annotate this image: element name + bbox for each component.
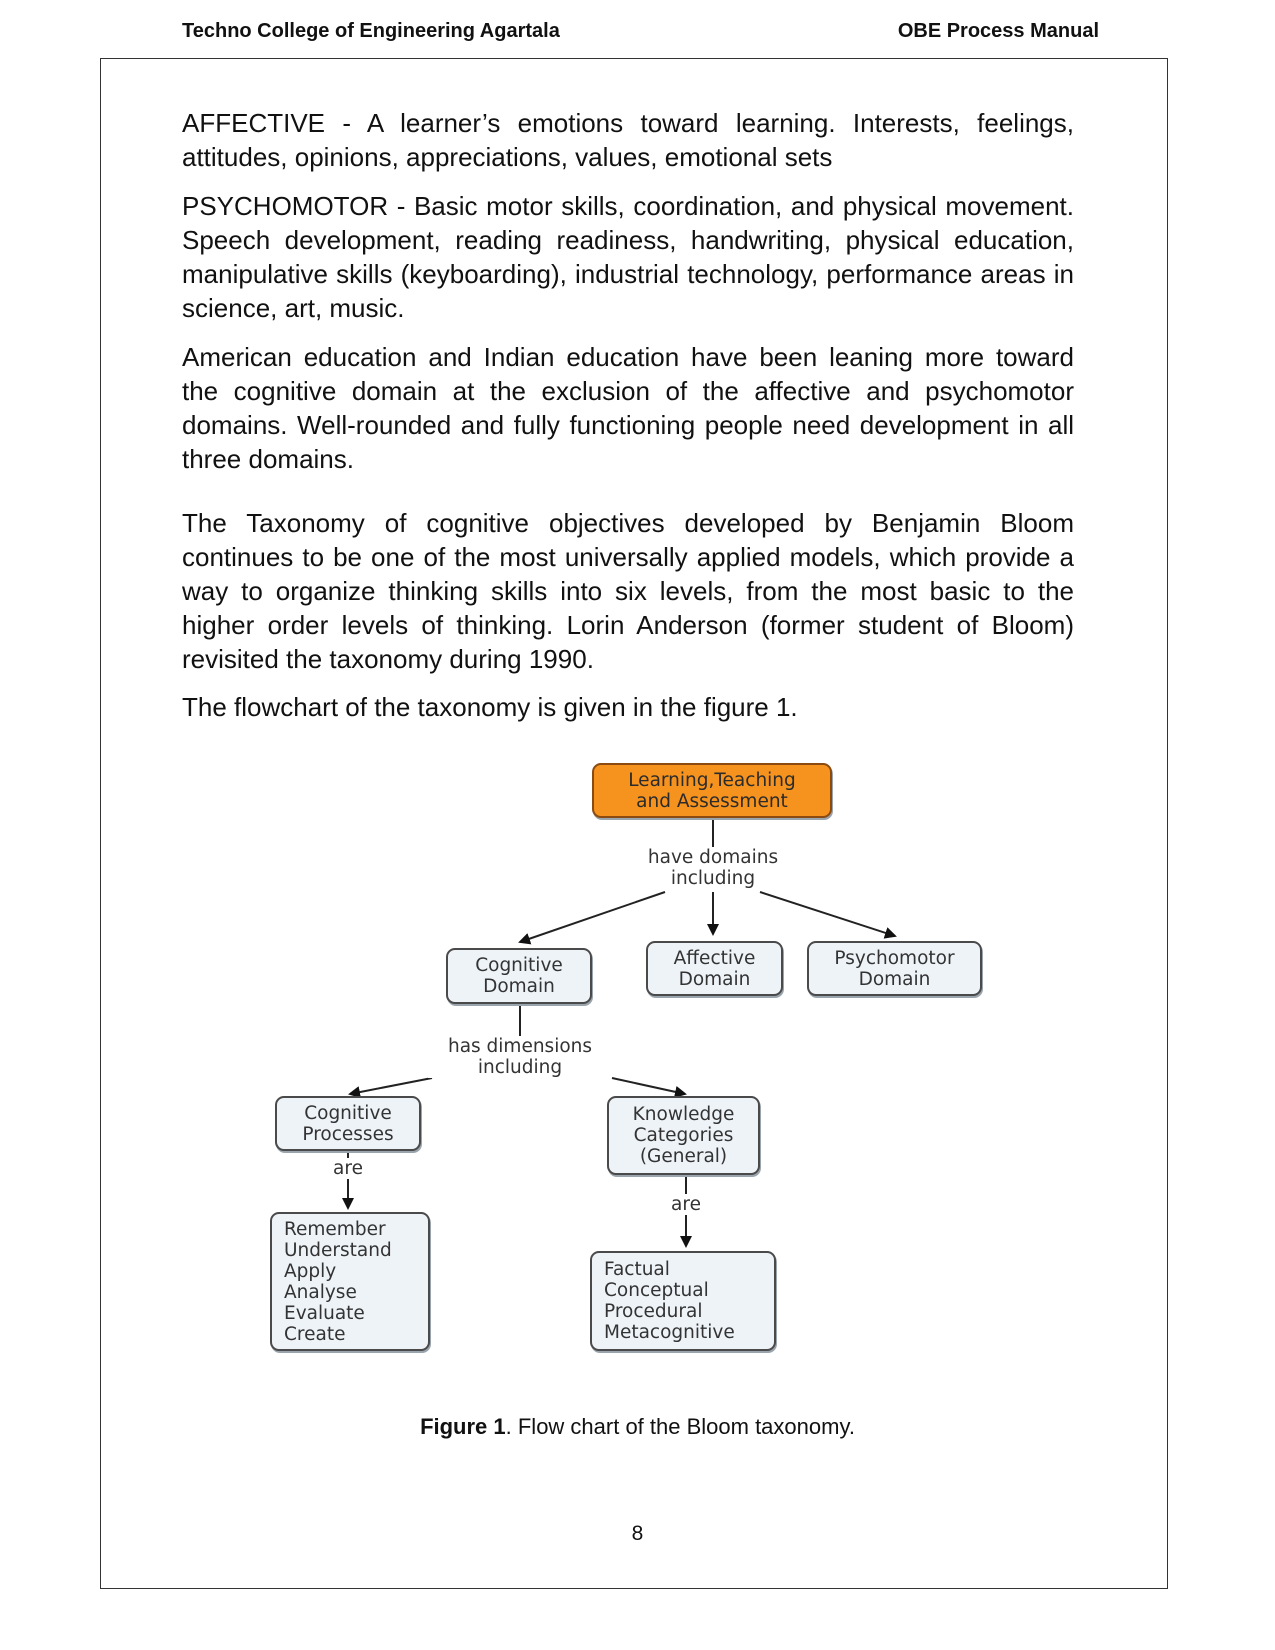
header-manual-title: OBE Process Manual [897,20,1099,42]
link-are-right: are [660,1194,712,1215]
paragraph-american-education: American education and Indian education have been leaning more toward the cognitive domain at the exclusion of the affective and psychomotor domains. Well-rounded and fully functioning people need development in all three domains. [182,342,1074,474]
node-affective-domain: Affective Domain [646,941,783,996]
figure-caption [0,1414,1275,1440]
node-learning-teaching-assessment: Learning,Teaching and Assessment [592,763,832,818]
figure-caption-text: . Flow chart of the Bloom taxonomy. [505,1414,855,1439]
node-knowledge-types: Factual Conceptual Procedural Metacognitive [590,1251,776,1351]
paragraph-psychomotor: PSYCHOMOTOR - Basic motor skills, coordination, and physical movement. Speech development, reading readiness, handwriting, physical education, manipulative skills (keyboarding), industrial technology, performance areas in science, art, music. [182,191,1074,323]
header-college-name: Techno College of Engineering Agartala [182,20,560,42]
link-have-domains-including: have domains including [628,847,798,889]
link-has-dimensions-including: has dimensions including [428,1036,612,1078]
node-psychomotor-domain: Psychomotor Domain [807,941,982,996]
paragraph-affective: AFFECTIVE - A learner’s emotions toward learning. Interests, feelings, attitudes, opinions, appreciations, values, emotional sets [182,108,1074,172]
node-cognitive-domain: Cognitive Domain [446,948,592,1004]
figure-caption-label: Figure 1 [420,1414,506,1439]
node-knowledge-categories: Knowledge Categories (General) [607,1096,760,1175]
node-cognitive-processes: Cognitive Processes [275,1096,421,1151]
link-are-left: are [322,1158,374,1179]
node-cognitive-process-levels: Remember Understand Apply Analyse Evaluate Create [270,1212,430,1351]
paragraph-taxonomy: The Taxonomy of cognitive objectives developed by Benjamin Bloom continues to be one of the most universally applied models, which provide a way to organize thinking skills into six levels, from the most basic to the higher order levels of thinking. Lorin Anderson (former student of Bloom) revisited the taxonomy during 1990. [182,508,1074,674]
paragraph-flowchart-intro: The flowchart of the taxonomy is given in the figure 1. [182,692,798,722]
page-number: 8 [631,1522,644,1545]
